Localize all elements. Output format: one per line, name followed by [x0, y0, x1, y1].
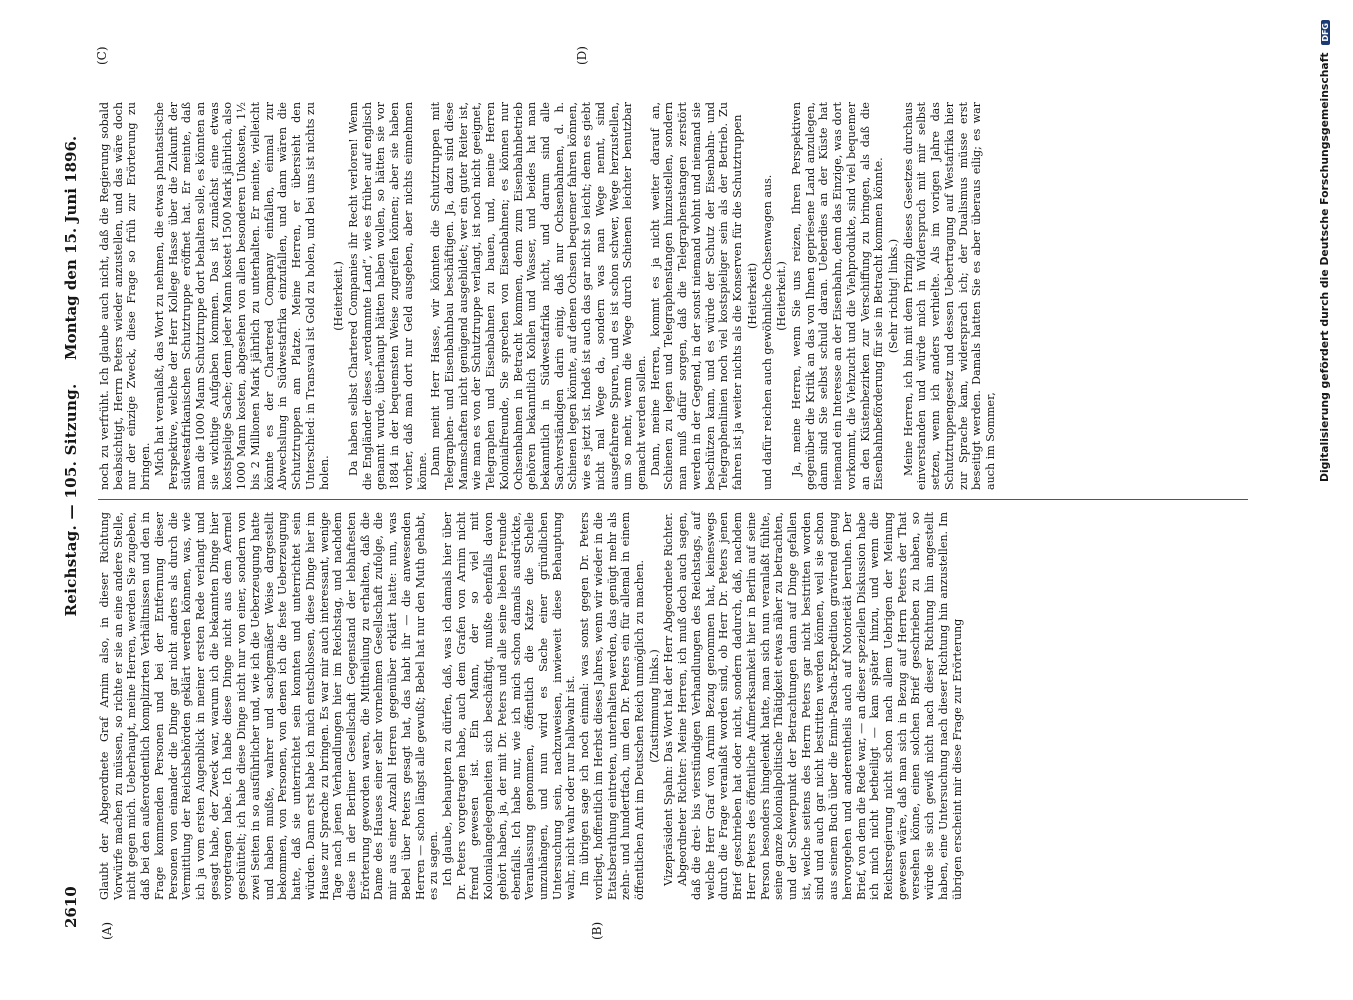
margin-mark-a: (A): [100, 921, 114, 940]
paragraph: Dann meint Herr Hasse, wir könnten die Schutztruppen mit Telegraphen- und Eisenbahnbau beschäftigen. Ja, dazu sind diese Mannschaften nicht genügend ausgebildet; wer ein guter Reiter ist, wie man es von der Schutztruppe verlangt, ist noch nicht geeignet, Telegraphen und Eisenbahnen zu bauen, und, meine Herren Kolonialfreunde, Sie sprechen von Eisenbahnen; es können nur Ochsenbahnen in Betracht kommen, denn zum Eisenbahnbetrieb gehören bekanntlich Kohlen und Wasser, und beides hat man bekanntlich in Südwestafrika nicht, und darum sind alle Sachverständigen darin einig, daß nur Ochsenbahnen, d. h. Schienen legen könnte, auf denen Ochsen bequemer fahren können, wie es jetzt ist. Indeß ist auch das gar nicht so leicht; denn es giebt nicht mal Wege da, sondern was man Wege nennt, sind ausgefahrene Spuren, und es ist schon schwer, Wege herzustellen, um so mehr, wenn die Wege durch Schienen leichter benutzbar gemacht werden sollen.: [429, 102, 649, 490]
dfg-logo: DFG: [1321, 20, 1330, 45]
interjection: (Heiterkeit): [745, 262, 759, 330]
paragraph: Ja, meine Herren, wenn Sie uns reizen, Ihren Perspektiven gegenüber die Kritik an das von Ihnen gepriesene Land anzulegen, dann sind Sie selbst schuld daran. Ueberdies an der Küste hat niemand ein Interesse an der Eisenbahn, denn das Einzige, was dort vorkommt, die Viehzucht und die Viehprodukte, sind viel bequemer an den Küstenbezirken zur Verschiffung zu bringen, als daß die Eisenbahnbeförderung für sie in Betracht kommen könnte.: [789, 102, 886, 490]
text-column-left: [98, 512, 964, 900]
digitization-credit: [1318, 20, 1331, 790]
margin-mark-c: (C): [95, 46, 109, 65]
paragraph: Ich glaube, behaupten zu dürfen, daß, was ich damals hier über Dr. Peters vorgetragen habe, auch dem Grafen von Arnim nicht fremd gewesen ist. Ein Mann, der so viel mit Kolonialangelegenheiten sich beschäftigt, mußte ebenfalls davon gehört haben, ja, der mit Dr. Peters und alle seine lieben Freunde ebenfalls. Ich habe nur, wie ich mich schon damals ausdrückte, Veranlassung genommen, öffentlich die Katze die Schelle umzuhängen, und nun wird es Sache einer gründlichen Untersuchung sein, nachzuweisen, inwieweit diese Behauptung wahr, nicht wahr oder nur halbwahr ist.: [440, 512, 578, 900]
interjection: (Heiterkeit.): [332, 261, 346, 331]
interjection: (Heiterkeit.): [775, 261, 789, 331]
session-date: Montag den 15. Juni 1896.: [62, 135, 80, 360]
margin-mark-d: (D): [575, 46, 589, 65]
paragraph: Mich hat veranlaßt, das Wort zu nehmen, die etwas phantastische Perspektive, welche der Herr Kollege Hasse über die Zukunft der südwestafrikanischen Schutztruppe eröffnet hat. Er meinte, daß man die 1000 Mann Schutztruppe dort behalten solle, es könnten an sie wichtige Aufgaben kommen. Das ist zunächst eine etwas kostspielige Sache; denn jeder Mann kostet 1500 Mark jährlich, also 1000 Mann kosten, abgesehen von allen besonderen Unkosten, 1½ bis 2 Millionen Mark jährlich zu unterhalten. Er meinte, vielleicht könnte es der Chartered Company einfallen, einmal zur Abwechslung in Südwestafrika einzufallen, und dann wären die Schutztruppen am Platze. Meine Herren, er übersieht den Unterschied: in Transvaal ist Gold zu holen, und bei uns ist nichts zu holen.: [152, 102, 331, 490]
page-header: [60, 0, 84, 1000]
credit-text: Digitalisierung gefördert durch die Deutsche Forschungsgemeinschaft: [1318, 52, 1331, 483]
paragraph: noch zu verfrüht. Ich glaube auch nicht, daß die Regierung sobald beabsichtigt, Herrn Peters wieder anzustellen, und das wäre doch nur der einzige Zweck, diese Frage so früh zur Erörterung zu bringen.: [98, 102, 153, 490]
paragraph: Dann, meine Herren, kommt es ja nicht weiter darauf an, Schienen zu legen und Telegraphenstangen hinzustellen, sondern man muß dafür sorgen, daß die Telegraphenstangen zerstört werden in der Gegend, in der sonst niemand wohnt und niemand sie beschützen kann, und es würde der Schutz der Eisenbahn- und Telegraphenlinien noch viel kostspieliger sein als der Betrieb. Zu fahren ist ja weiter nichts als die Konserven für die Schutztruppen: [648, 102, 745, 490]
page-number: 2610: [62, 886, 80, 928]
interjection: (Zustimmung links.): [647, 649, 661, 763]
column-divider: [98, 499, 1248, 500]
paragraph: Da haben selbst Chartered Companies ihr Recht verloren! Wenn die Engländer dieses „verdammte Land“, wie es früher auf englisch genannt wurde, überhaupt hätten haben wollen, so hätten sie vor 1884 in der bequemsten Weise zugreifen können; aber sie haben vorher, daß man dort nur Geld ausgeben, aber nichts einnehmen könne.: [346, 102, 429, 490]
paragraph: Glaubt der Abgeordnete Graf Arnim also, in dieser Richtung Vorwürfe machen zu müssen, so richte er sie an eine andere Stelle, nicht gegen mich. Ueberhaupt, meine Herren, werden Sie zugeben, daß bei den außerordentlich komplizirten Verhältnissen und den in Frage kommenden Personen und bei der Entfernung dieser Personen von einander die Dinge gar nicht anders als durch die Vermittlung der Reichsbehörden geklärt werden können, was, wie ich ja vom ersten Augenblick in meiner ersten Rede verlangt und gesagt habe, der Zweck war, warum ich die bekannten Dinge hier vorgetragen habe. Ich habe diese Dinge nicht aus dem Aermel geschüttelt; ich habe diese Dinge nicht nur von einer, sondern von zwei Seiten in so ausführlicher und, wie ich die Ueberzeugung hatte und haben mußte, wahrer und sachgemäßer Weise dargestellt bekommen, von Personen, von denen ich die feste Ueberzeugung hatte, daß sie unterrichtet sein konnten und unterrichtet sein würden. Dann erst habe ich mich entschlossen, diese Dinge hier im Hause zur Sprache zu bringen. Es war mir auch interessant, wenige Tage nach jenen Verhandlungen hier im Reichstag, und nachdem diese in der Berliner Gesellschaft Gegenstand der lebhaftesten Erörterung geworden waren, die Mittheilung zu erhalten, daß die Dame des Hauses einer sehr vornehmen Gesellschaft zufolge, die mir aus einer Anzahl Herren gegenüber erklärt hatte: nun, was Bebel über Peters gesagt hat, das habt ihr — die anwesenden Herren — schon längst alle gewußt; Bebel hat nur den Muth gehabt, es zu sagen.: [98, 512, 441, 900]
paragraph: Meine Herren, ich bin mit dem Prinzip dieses Gesetzes durchaus einverstanden und würde mich in Widerspruch mit mir selbst setzen, wenn ich anders verhielte. Als im vorigen Jahre das Schutztruppengesetz und dessen Uebertragung auf Westafrika hier zur Sprache kam, widersprach ich; der Dualismus müsse erst beseitigt werden. Damals hatten Sie es aber überaus eilig; es war auch im Sommer,: [901, 102, 997, 490]
text-column-right: [98, 102, 998, 490]
paragraph: Abgeordneter Richter: Meine Herren, ich muß doch auch sagen, daß die drei- bis vierstündigen Verhandlungen des Reichstags, auf welche Herr Graf von Arnim Bezug genommen hat, keineswegs durch die Frage veranlaßt worden sind, ob Herr Dr. Peters jenen Brief geschrieben hat oder nicht, sondern dadurch, daß, nachdem Herr Peters des öffentliche Aufmerksamkeit hier in Berlin auf seine Person besonders hingelenkt hatte, man sich nun veranlaßt fühlte, seine ganze kolonialpolitische Thätigkeit etwas näher zu betrachten, und der Schwerpunkt der Betrachtungen dann auf Dinge gefallen ist, welche seitens des Herrn Peters gar nicht bestritten worden sind und auch gar nicht bestritten werden können, weil sie schon aus seinem Buch über die Emin-Pascha-Expedition gravirend genug hervorgehen und anderentheils auch auf Notorietät beruhen. Der Brief, von dem die Rede war, — an dieser speziellen Diskussion habe ich mich nicht betheiligt — kam später hinzu, und wenn die Reichsregierung nicht schon nach allem Uebrigen der Meinung gewesen wäre, daß man sich in Bezug auf Herrn Peters der That versehen könne, einen solchen Brief geschrieben zu haben, so würde sie sich gewiß nicht nach dieser Richtung hin angestellt haben, eine Untersuchung nach dieser Richtung hin anzustellen. Im übrigen erscheint mir diese Frage zur Erörterung: [676, 512, 964, 900]
margin-mark-b: (B): [590, 921, 604, 940]
session-title: Reichstag. — 105. Sitzung.: [62, 383, 80, 617]
paragraph: Im übrigen sage ich noch einmal: was sonst gegen Dr. Peters vorliegt, hoffentlich im Herbst dieses Jahres, wenn wir wieder in die Etatsberathung eintreten, unterhalten werden, das genügt mehr als zehn- und hundertfach, um den Dr. Peters ein für allemal in einem öffentlichen Amt im Deutschen Reich unmöglich zu machen.: [578, 512, 647, 900]
interjection: (Sehr richtig! links.): [886, 238, 900, 354]
speaker-intro: Vizepräsident Spahn: Das Wort hat der Herr Abgeordnete Richter.: [662, 512, 676, 886]
paragraph: und dafür reichen auch gewöhnliche Ochsenwagen aus.: [760, 174, 774, 490]
